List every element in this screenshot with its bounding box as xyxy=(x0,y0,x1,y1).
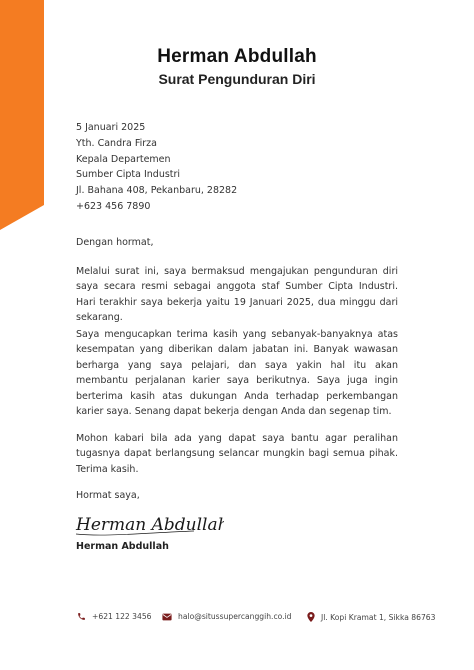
footer-address-text: Jl. Kopi Kramat 1, Sikka 86763 xyxy=(321,612,436,622)
footer-email-text: halo@situssupercanggih.co.id xyxy=(178,612,292,621)
letter-header xyxy=(0,46,474,88)
recipient-name: Yth. Candra Firza xyxy=(76,137,157,149)
recipient-phone: +623 456 7890 xyxy=(76,200,151,212)
recipient-address: Jl. Bahana 408, Pekanbaru, 28282 xyxy=(76,185,238,197)
recipient-company: Sumber Cipta Industri xyxy=(76,169,181,181)
orange-accent-bar xyxy=(0,0,44,230)
sender-name: Herman Abdullah xyxy=(157,46,317,67)
closing: Hormat saya, xyxy=(76,490,140,501)
paragraph-transition: Mohon kabari bila ada yang dapat saya bantu agar peralihan tugasnya dapat berlangsung selancar mungkin bagi semua pihak. Terima kasih. xyxy=(76,433,398,475)
location-pin-icon xyxy=(307,612,315,622)
signer-name: Herman Abdullah xyxy=(76,541,169,552)
greeting: Dengan hormat, xyxy=(76,237,154,248)
footer-phone-text: +621 122 3456 xyxy=(92,612,152,621)
footer-phone xyxy=(77,612,152,621)
handwritten-signature xyxy=(74,506,224,544)
svg-text:Herman Abdullah: Herman Abdullah xyxy=(76,515,224,535)
letter-title: Surat Pengunduran Diri xyxy=(158,71,316,87)
paragraph-thanks: Saya mengucapkan terima kasih yang sebanyak-banyaknya atas kesempatan yang diberikan dalam jabatan ini. Banyak wawasan berharga yang saya pelajari, dan saya yakin hal itu akan membantu perjalanan karier saya berikutnya. Saya juga ingin berterima kasih atas dukungan Anda terhadap perkembangan karier saya. Senang dapat bekerja dengan Anda dan segenap tim. xyxy=(76,329,398,418)
phone-icon xyxy=(77,612,86,621)
paragraph-intro: Melalui surat ini, saya bermaksud mengajukan pengunduran diri saya secara resmi sebagai anggota staf Sumber Cipta Industri. Hari terakhir saya bekerja yaitu 19 Januari 2025, dua minggu dari sekarang. xyxy=(76,266,398,324)
letter-date: 5 Januari 2025 xyxy=(76,122,146,133)
recipient-position: Kepala Departemen xyxy=(76,153,171,165)
footer-address xyxy=(307,612,435,622)
recipient-block xyxy=(76,120,237,215)
footer-email xyxy=(162,612,292,621)
mail-icon xyxy=(162,613,172,621)
